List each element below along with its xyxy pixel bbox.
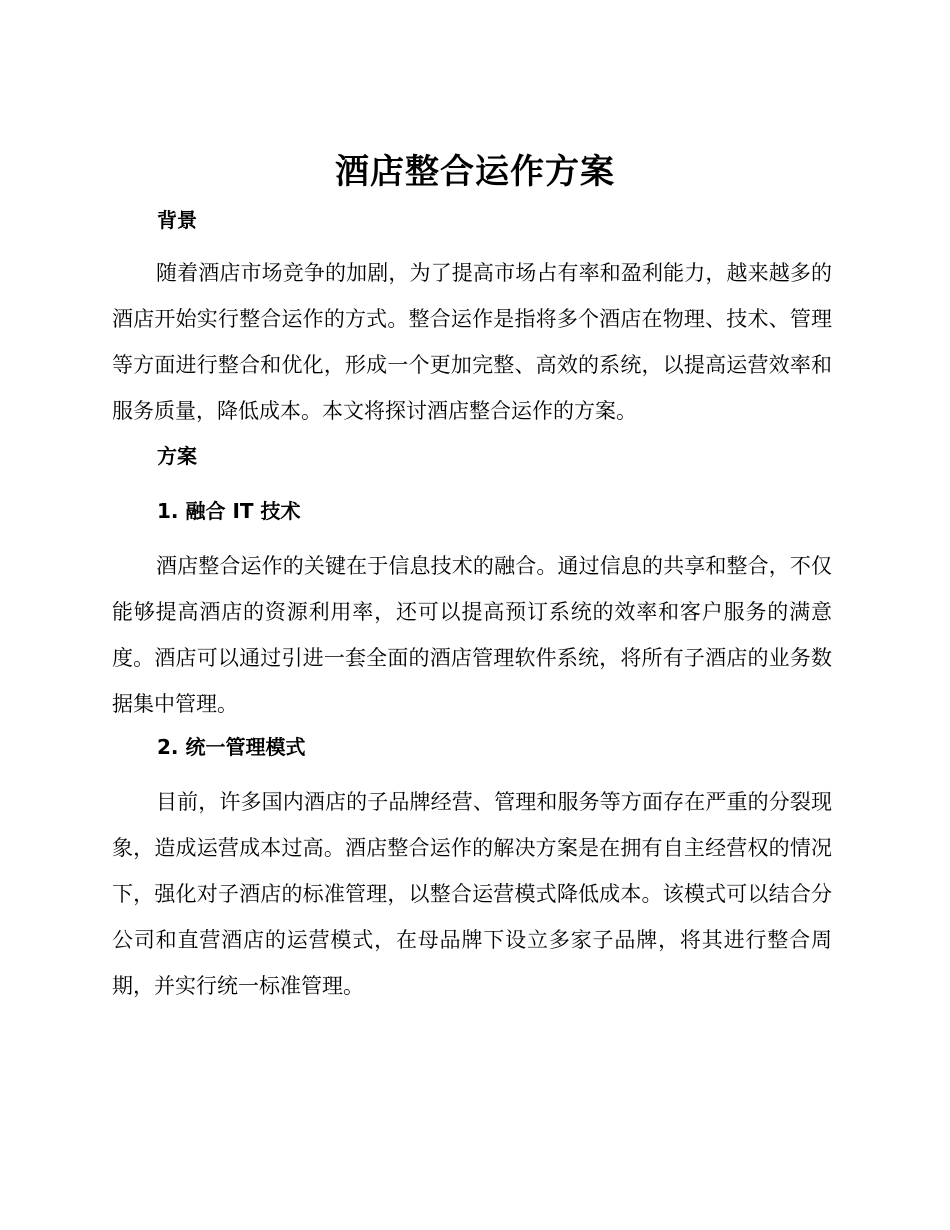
- section-heading-plan: 方案: [157, 444, 197, 468]
- paragraph-it-tech: 酒店整合运作的关键在于信息技术的融合。通过信息的共享和整合，不仅能够提高酒店的资源利用率，还可以提高预订系统的效率和客户服务的满意度。酒店可以通过引进一套全面的酒店管理软件系统，将所有子酒店的业务数据集中管理。: [112, 554, 832, 716]
- section-heading-it-tech: 1. 融合 IT 技术: [157, 499, 301, 523]
- document-title: 酒店整合运作方案: [335, 152, 615, 192]
- section-heading-unified-management: 2. 统一管理模式: [157, 735, 306, 759]
- section-heading-background: 背景: [157, 208, 197, 232]
- paragraph-background: 随着酒店市场竞争的加剧，为了提高市场占有率和盈利能力，越来越多的酒店开始实行整合运作的方式。整合运作是指将多个酒店在物理、技术、管理等方面进行整合和优化，形成一个更加完整、高效的系统，以提高运营效率和服务质量，降低成本。本文将探讨酒店整合运作的方案。: [112, 261, 832, 423]
- paragraph-unified-management: 目前，许多国内酒店的子品牌经营、管理和服务等方面存在严重的分裂现象，造成运营成本过高。酒店整合运作的解决方案是在拥有自主经营权的情况下，强化对子酒店的标准管理，以整合运营模式降低成本。该模式可以结合分公司和直营酒店的运营模式，在母品牌下设立多家子品牌，将其进行整合周期，并实行统一标准管理。: [112, 790, 832, 998]
